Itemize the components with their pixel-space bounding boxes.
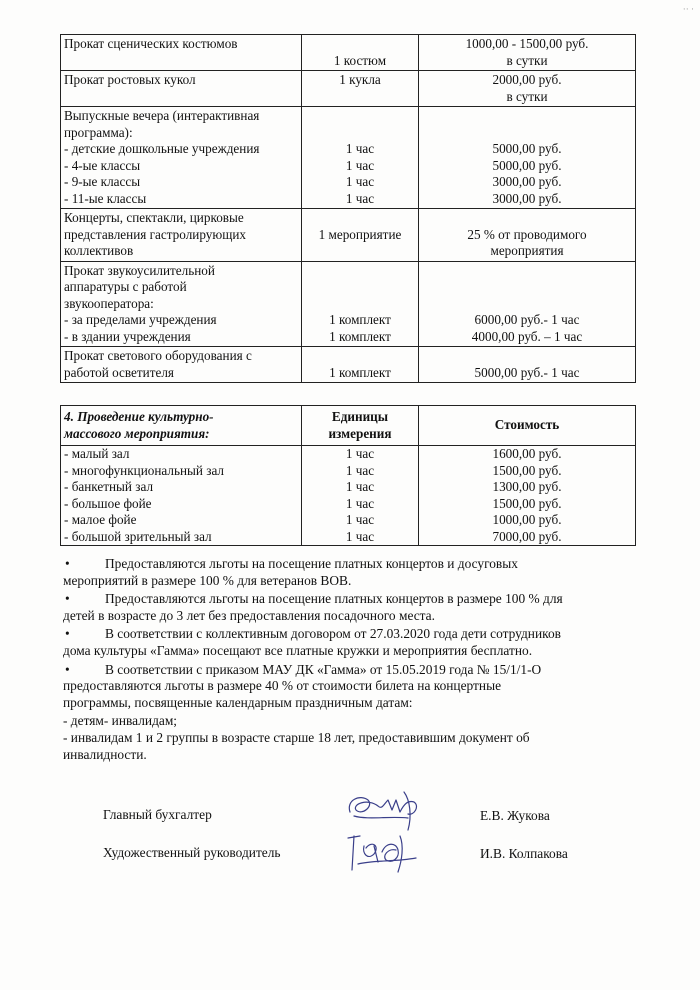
venue-name: - большой зрительный зал xyxy=(64,528,212,544)
bullet-icon: • xyxy=(65,661,70,677)
service-unit-line: 1 час xyxy=(345,157,375,173)
table-row xyxy=(61,71,636,107)
table-header-row xyxy=(61,406,636,446)
signatory-title: Главный бухгалтер xyxy=(103,807,212,822)
beneficiary-line: инвалидности. xyxy=(63,746,147,762)
service-unit-line: 1 комплект xyxy=(329,328,391,344)
service-price-line: 3000,00 руб. xyxy=(492,190,562,206)
service-name-line: Концерты, спектакли, цирковые xyxy=(64,210,244,225)
signatory-name: И.В. Колпакова xyxy=(480,846,568,861)
venue-price: 1500,00 руб. xyxy=(492,462,562,478)
service-price xyxy=(419,261,636,347)
venue-price: 1000,00 руб. xyxy=(492,512,562,527)
service-price-line: 1000,00 - 1500,00 руб. xyxy=(465,36,589,51)
venue-name: - банкетный зал xyxy=(64,479,154,494)
venue-name: - многофункциональный зал xyxy=(64,462,224,478)
header-price: Стоимость xyxy=(419,406,636,446)
service-price-line: 25 % от проводимого xyxy=(467,226,587,242)
service-price-line: мероприятия xyxy=(490,243,564,258)
service-unit-line: 1 час xyxy=(345,174,375,189)
service-price xyxy=(419,71,636,107)
service-price-line: 3000,00 руб. xyxy=(492,174,562,189)
service-name-line xyxy=(64,53,298,70)
service-name-line: аппаратуры с работой xyxy=(64,279,187,294)
note-line: детей в возрасте до 3 лет без предоставления посадочного места. xyxy=(63,607,435,623)
service-unit xyxy=(302,35,419,71)
header-title-line: массового мероприятия: xyxy=(64,425,210,441)
bullet-icon: • xyxy=(65,626,70,642)
venue-unit: 1 час xyxy=(345,528,375,544)
service-unit-line: 1 час xyxy=(345,190,375,206)
beneficiary-line: - детям- инвалидам; xyxy=(63,713,178,729)
note-item xyxy=(63,591,628,624)
service-name-line: Прокат сценических костюмов xyxy=(64,36,238,51)
venue-name: - малый зал xyxy=(64,446,130,461)
note-item xyxy=(63,556,628,589)
service-price-line xyxy=(422,296,632,313)
page-corner-mark: ·· · xyxy=(682,4,694,14)
service-price-line: 5000,00 руб. xyxy=(492,141,562,156)
service-name xyxy=(61,209,302,262)
service-unit-line xyxy=(305,243,415,260)
header-unit xyxy=(302,406,419,446)
service-name xyxy=(61,347,302,383)
service-price xyxy=(419,209,636,262)
service-price-line xyxy=(422,125,632,142)
service-name-line: Прокат ростовых кукол xyxy=(64,72,196,87)
table-row xyxy=(61,261,636,347)
table-row xyxy=(61,35,636,71)
note-line: В соответствии с приказом МАУ ДК «Гамма» от 15.05.2019 года № 15/1/1-О xyxy=(105,661,542,677)
handwritten-signatures xyxy=(338,786,448,881)
service-unit-line xyxy=(305,108,415,125)
service-unit-line xyxy=(305,210,415,227)
service-unit-line: 1 комплект xyxy=(329,364,391,380)
service-price-line: в сутки xyxy=(506,88,548,104)
service-name-line: звукооператора: xyxy=(64,295,154,311)
service-price-line xyxy=(422,348,632,365)
venue-price: 7000,00 руб. xyxy=(492,528,562,544)
bullet-icon: • xyxy=(65,556,70,571)
service-price-line: 6000,00 руб.- 1 час xyxy=(474,312,580,327)
service-name-line: коллективов xyxy=(64,243,134,258)
note-line: Предоставляются льготы на посещение платных концертов в размере 100 % для xyxy=(105,591,563,607)
service-unit-line: 1 костюм xyxy=(333,52,387,68)
service-price-line: 2000,00 руб. xyxy=(492,72,562,87)
service-price-line: 5000,00 руб.- 1 час xyxy=(474,364,580,380)
venue-unit: 1 час xyxy=(345,495,375,511)
service-name xyxy=(61,107,302,209)
venue-price: 1300,00 руб. xyxy=(492,479,562,494)
header-unit-line: Единицы xyxy=(331,409,389,424)
note-item xyxy=(63,662,628,712)
venue-unit: 1 час xyxy=(345,462,375,478)
service-unit xyxy=(302,71,419,107)
note-line: Предоставляются льготы на посещение платных концертов и досуговых xyxy=(105,556,518,571)
signatory-title: Художественный руководитель xyxy=(103,845,281,860)
table-row xyxy=(61,446,636,546)
service-price-line: 4000,00 руб. – 1 час xyxy=(471,328,583,344)
benefits-notes xyxy=(63,556,628,763)
venue-price: 1500,00 руб. xyxy=(492,495,562,511)
service-price-line xyxy=(422,210,632,227)
beneficiary-line: - инвалидам 1 и 2 группы в возрасте старше 18 лет, предоставившим документ об xyxy=(63,729,530,745)
service-unit-line xyxy=(305,263,415,280)
services-table xyxy=(60,34,636,383)
service-unit xyxy=(302,209,419,262)
note-line: В соответствии с коллективным договором от 27.03.2020 года дети сотрудников xyxy=(105,626,561,642)
service-unit xyxy=(302,107,419,209)
service-unit-line xyxy=(305,36,415,53)
note-line: предоставляются льготы в размере 40 % от стоимости билета на концертные xyxy=(63,678,502,694)
service-name-line: - 4-ые классы xyxy=(64,157,141,173)
venue-name: - большое фойе xyxy=(64,495,152,511)
service-price-line xyxy=(422,279,632,296)
service-name-line: Выпускные вечера (интерактивная xyxy=(64,108,260,123)
service-name-line: Прокат светового оборудования с xyxy=(64,348,252,363)
service-name xyxy=(61,261,302,347)
service-name-line: - за пределами учреждения xyxy=(64,312,217,327)
service-unit-line xyxy=(305,125,415,142)
service-name-line: - детские дошкольные учреждения xyxy=(64,141,260,156)
service-unit-line xyxy=(305,279,415,296)
bullet-icon: • xyxy=(65,591,70,607)
service-unit-line: 1 час xyxy=(345,141,375,156)
service-price-line: 5000,00 руб. xyxy=(492,157,562,173)
service-price xyxy=(419,347,636,383)
service-unit xyxy=(302,347,419,383)
venue-name: - малое фойе xyxy=(64,512,137,527)
service-name-line: представления гастролирующих xyxy=(64,226,246,242)
venue-unit: 1 час xyxy=(345,512,375,527)
service-name xyxy=(61,35,302,71)
service-name-line: программа): xyxy=(64,124,133,140)
table-row xyxy=(61,347,636,383)
venue-unit: 1 час xyxy=(345,446,375,461)
service-price xyxy=(419,35,636,71)
service-unit-line: 1 мероприятие xyxy=(318,226,402,242)
header-unit-line: измерения xyxy=(328,425,392,441)
venue-unit: 1 час xyxy=(345,479,375,494)
service-price-line xyxy=(422,263,632,280)
service-name-line xyxy=(64,89,298,106)
service-price-line xyxy=(422,108,632,125)
header-title-line: 4. Проведение культурно- xyxy=(64,409,214,424)
note-line: программы, посвященные календарным праздничным датам: xyxy=(63,694,413,710)
service-unit xyxy=(302,261,419,347)
service-name xyxy=(61,71,302,107)
service-name-line: - 9-ые классы xyxy=(64,174,141,189)
service-price xyxy=(419,107,636,209)
note-line: мероприятий в размере 100 % для ветеранов ВОВ. xyxy=(63,572,352,588)
service-name-line: работой осветителя xyxy=(64,364,174,380)
signatory-name: Е.В. Жукова xyxy=(480,808,550,823)
service-name-line: Прокат звукоусилительной xyxy=(64,262,215,278)
service-unit-line xyxy=(305,348,415,365)
table-row xyxy=(61,209,636,262)
note-line: дома культуры «Гамма» посещают все платные кружки и мероприятия бесплатно. xyxy=(63,642,533,658)
service-unit-line xyxy=(305,89,415,106)
service-unit-line xyxy=(305,296,415,313)
header-section-title xyxy=(61,406,302,446)
event-venues-table xyxy=(60,405,636,546)
service-unit-line: 1 кукла xyxy=(339,72,381,87)
venue-price: 1600,00 руб. xyxy=(492,446,562,461)
service-price-line: в сутки xyxy=(506,52,548,68)
service-name-line: - 11-ые классы xyxy=(64,190,147,206)
table-row xyxy=(61,107,636,209)
service-unit-line: 1 комплект xyxy=(329,312,391,327)
note-item xyxy=(63,626,628,659)
service-name-line: - в здании учреждения xyxy=(64,328,191,344)
